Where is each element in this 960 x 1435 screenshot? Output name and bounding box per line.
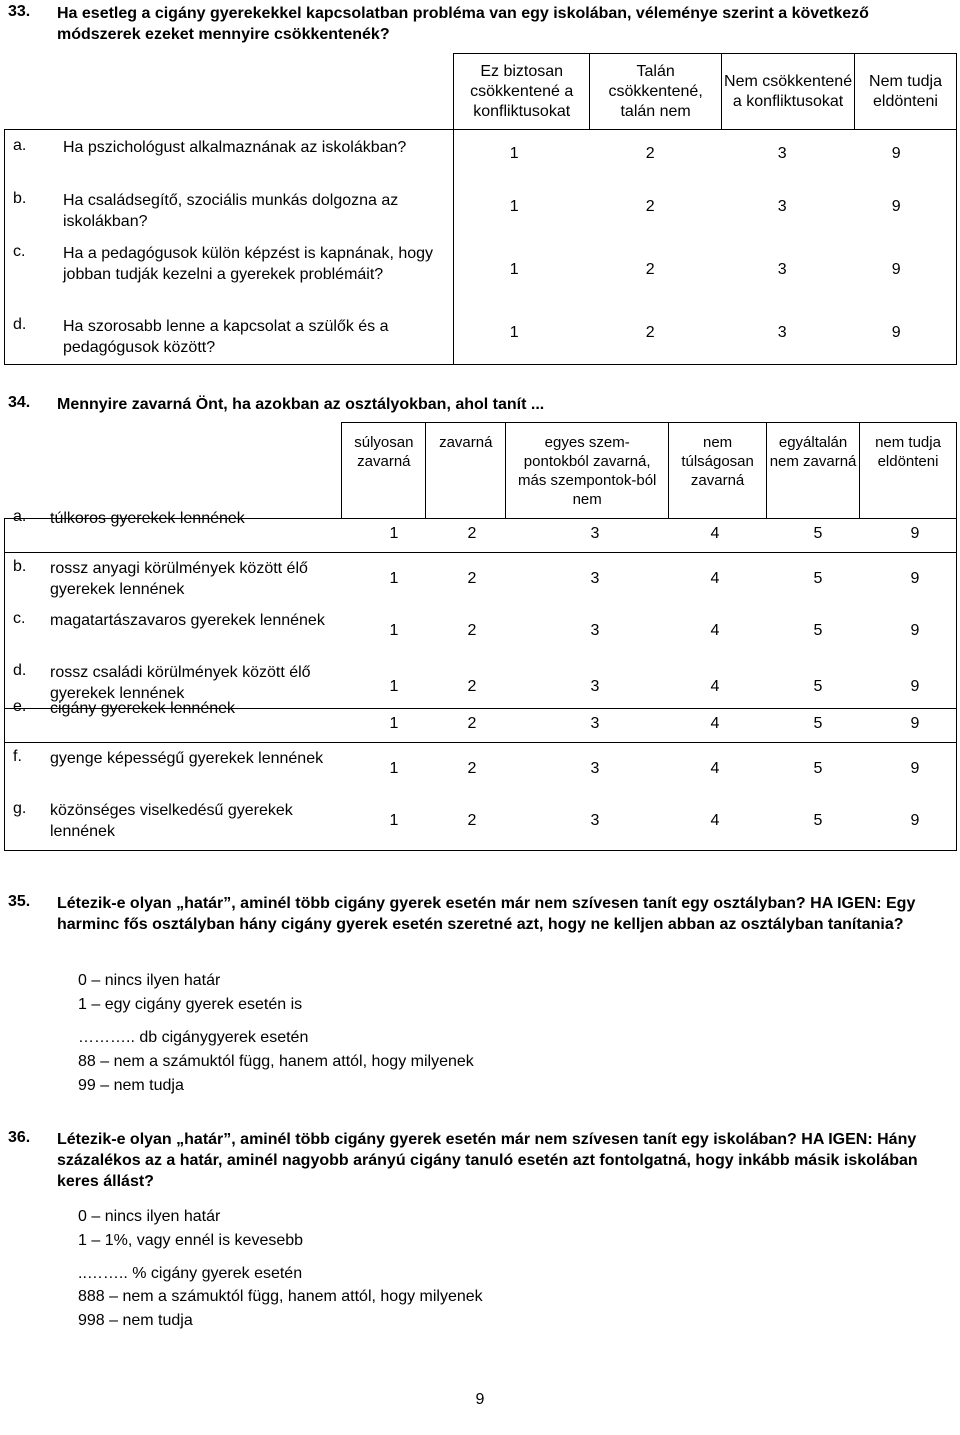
q34-item-text: magatartászavaros gyerekek lennének (50, 612, 325, 629)
code-option[interactable]: 5 (813, 622, 823, 639)
q34-item-letter: e. (13, 698, 27, 715)
q34-header-5: egyáltalán nem zavarná (767, 423, 860, 519)
code-option[interactable]: 4 (710, 715, 720, 732)
code-option[interactable]: 4 (710, 570, 720, 587)
code-option[interactable]: 3 (777, 198, 787, 215)
q34-row-b (5, 558, 956, 604)
code-option[interactable]: 9 (891, 145, 901, 162)
code-option[interactable]: 1 (389, 622, 399, 639)
q33-items-cell (5, 130, 454, 365)
q34-item-text: cigány gyerekek lennének (50, 700, 236, 717)
code-option[interactable]: 3 (590, 570, 600, 587)
q35-option-1[interactable]: 1 – egy cigány gyerek esetén is (78, 996, 303, 1013)
q33-item-text: Ha szorosabb lenne a kapcsolat a szülők és a pedagógusok között? (63, 318, 389, 356)
q33-header-1: Ez biztosan csökkentené a konfliktusokat (454, 54, 590, 130)
q36-option-998[interactable]: 998 – nem tudja (78, 1312, 193, 1329)
code-option[interactable]: 5 (813, 760, 823, 777)
code-option[interactable]: 3 (590, 525, 600, 542)
q33-item-text: Ha családsegítő, szociális munkás dolgozna az iskolákban? (63, 192, 399, 230)
code-option[interactable]: 1 (389, 760, 399, 777)
code-option[interactable]: 3 (590, 622, 600, 639)
code-option[interactable]: 4 (710, 525, 720, 542)
q33-item-text: Ha pszichológust alkalmaznának az iskolákban? (63, 139, 407, 156)
code-option[interactable]: 1 (389, 525, 399, 542)
code-option[interactable]: 3 (777, 324, 787, 341)
code-option[interactable]: 4 (710, 760, 720, 777)
q35-option-99[interactable]: 99 – nem tudja (78, 1077, 184, 1094)
q33-item-d (5, 316, 453, 360)
q34-item-letter: c. (13, 610, 26, 627)
q34-item-text: közönséges viselkedésű gyerekek lennének (50, 802, 293, 840)
code-option[interactable]: 9 (910, 715, 920, 732)
code-option[interactable]: 4 (710, 678, 720, 695)
code-option[interactable]: 2 (645, 145, 655, 162)
q34-row-f (5, 748, 956, 794)
code-option[interactable]: 2 (467, 622, 477, 639)
code-option[interactable]: 5 (813, 678, 823, 695)
q34-header-1: súlyosan zavarná (342, 423, 426, 519)
q34-row-g (5, 800, 956, 846)
code-option[interactable]: 5 (813, 570, 823, 587)
q33-header-4: Nem tudja eldönteni (855, 54, 957, 130)
q34-row-e (5, 698, 957, 743)
code-option[interactable]: 3 (590, 678, 600, 695)
code-option[interactable]: 3 (590, 715, 600, 732)
q34-item-text: rossz anyagi körülmények között élő gyerekek lennének (50, 560, 308, 598)
code-option[interactable]: 2 (467, 525, 477, 542)
code-option[interactable]: 4 (710, 622, 720, 639)
question-number-35: 35. (8, 893, 31, 910)
code-option[interactable]: 2 (645, 324, 655, 341)
code-option[interactable]: 9 (891, 198, 901, 215)
code-option[interactable]: 5 (813, 715, 823, 732)
q33-table (4, 53, 957, 365)
code-option[interactable]: 2 (467, 678, 477, 695)
q33-codes-cell (454, 130, 957, 365)
q33-header-blank (5, 54, 454, 130)
code-option[interactable]: 9 (910, 678, 920, 695)
q36-option-percent[interactable]: ..…….. % cigány gyerek esetén (78, 1265, 303, 1282)
code-option[interactable]: 3 (777, 145, 787, 162)
q34-item-letter: g. (13, 800, 27, 817)
q34-item-text: túlkoros gyerekek lennének (50, 510, 245, 527)
code-option[interactable]: 1 (389, 678, 399, 695)
question-number-36: 36. (8, 1129, 31, 1146)
question-number-33: 33. (8, 3, 31, 20)
q34-item-letter: f. (13, 748, 22, 765)
code-option[interactable]: 2 (467, 715, 477, 732)
code-option[interactable]: 9 (910, 525, 920, 542)
q33-item-b (5, 190, 453, 234)
q33-item-c (5, 243, 453, 309)
q34-header-2: zavarná (426, 423, 506, 519)
code-option[interactable]: 1 (509, 145, 519, 162)
q34-rows-fg (5, 743, 957, 851)
q33-codes (454, 130, 956, 365)
q35-option-88[interactable]: 88 – nem a számuktól függ, hanem attól, hogy milyenek (78, 1053, 474, 1070)
q34-item-letter: b. (13, 558, 27, 575)
code-option[interactable]: 2 (645, 261, 655, 278)
code-option[interactable]: 3 (590, 812, 600, 829)
code-option[interactable]: 2 (467, 570, 477, 587)
q35-option-count[interactable]: ……….. db cigánygyerek esetén (78, 1029, 309, 1046)
code-option[interactable]: 1 (389, 812, 399, 829)
q33-item-letter: a. (13, 137, 27, 154)
q34-table (4, 422, 957, 851)
q33-item-letter: b. (13, 190, 27, 207)
code-option[interactable]: 1 (389, 570, 399, 587)
q36-option-0[interactable]: 0 – nincs ilyen határ (78, 1208, 221, 1225)
q35-option-0[interactable]: 0 – nincs ilyen határ (78, 972, 221, 989)
q34-row-c (5, 610, 956, 656)
code-option[interactable]: 9 (891, 324, 901, 341)
code-option[interactable]: 1 (509, 261, 519, 278)
code-option[interactable]: 9 (910, 760, 920, 777)
question-text-35: Létezik-e olyan „határ”, aminél több cigány gyerek esetén már nem szívesen tanít egy osztályban? HA IGEN: Egy harminc fős osztályban hány cigány gyerek esetén szeretné azt, hogy ne kelljen abban az osztályban tanítania? (57, 895, 916, 933)
q34-row-a (5, 508, 957, 553)
q34-rows-bcd (5, 553, 957, 709)
question-text-36: Létezik-e olyan „határ”, aminél több cigány gyerek esetén már nem szívesen tanít egy iskolában? HA IGEN: Hány százalékos az a határ, aminél nagyobb arányú cigány tanuló esetén azt fontolgatná, hogy inkább másik iskolában keres állást? (57, 1131, 918, 1190)
q34-header-4: nem túlságosan zavarná (669, 423, 767, 519)
q33-item-text: Ha a pedagógusok külön képzést is kapnának, hogy jobban tudják kezelni a gyerekek problémáit? (63, 245, 434, 283)
code-option[interactable]: 9 (910, 622, 920, 639)
q33-item-letter: c. (13, 243, 26, 260)
q34-item-letter: a. (13, 508, 27, 525)
code-option[interactable]: 5 (813, 525, 823, 542)
q34-header-blank (5, 423, 342, 519)
q33-item-a (5, 137, 453, 181)
q34-header-6: nem tudja eldönteni (860, 423, 957, 519)
q33-item-letter: d. (13, 316, 27, 333)
code-option[interactable]: 9 (910, 570, 920, 587)
code-option[interactable]: 9 (910, 812, 920, 829)
q34-header-3: egyes szem-pontokból zavarná, más szempontok-ból nem (506, 423, 669, 519)
code-option[interactable]: 9 (891, 261, 901, 278)
code-option[interactable]: 4 (710, 812, 720, 829)
q34-item-text: rossz családi körülmények között élő gyerekek lennének (50, 664, 311, 702)
code-option[interactable]: 2 (467, 812, 477, 829)
code-option[interactable]: 5 (813, 812, 823, 829)
q34-item-letter: d. (13, 662, 27, 679)
code-option[interactable]: 3 (590, 760, 600, 777)
q36-option-1[interactable]: 1 – 1%, vagy ennél is kevesebb (78, 1232, 304, 1249)
q34-item-text: gyenge képességű gyerekek lennének (50, 750, 324, 767)
question-text-33: Ha esetleg a cigány gyerekekkel kapcsolatban probléma van egy iskolában, véleménye szerint a következő módszerek ezeket mennyire csökkentenék? (57, 5, 869, 43)
page-number: 9 (475, 1391, 485, 1408)
question-text-34: Mennyire zavarná Önt, ha azokban az osztályokban, ahol tanít ... (57, 396, 545, 413)
code-option[interactable]: 3 (777, 261, 787, 278)
q33-header-3: Nem csökkentené a konfliktusokat (722, 54, 855, 130)
code-option[interactable]: 1 (389, 715, 399, 732)
question-number-34: 34. (8, 394, 31, 411)
code-option[interactable]: 2 (467, 760, 477, 777)
code-option[interactable]: 1 (509, 324, 519, 341)
q33-header-2: Talán csökkentené, talán nem (590, 54, 722, 130)
q36-option-888[interactable]: 888 – nem a számuktól függ, hanem attól, hogy milyenek (78, 1288, 483, 1305)
code-option[interactable]: 2 (645, 198, 655, 215)
code-option[interactable]: 1 (509, 198, 519, 215)
